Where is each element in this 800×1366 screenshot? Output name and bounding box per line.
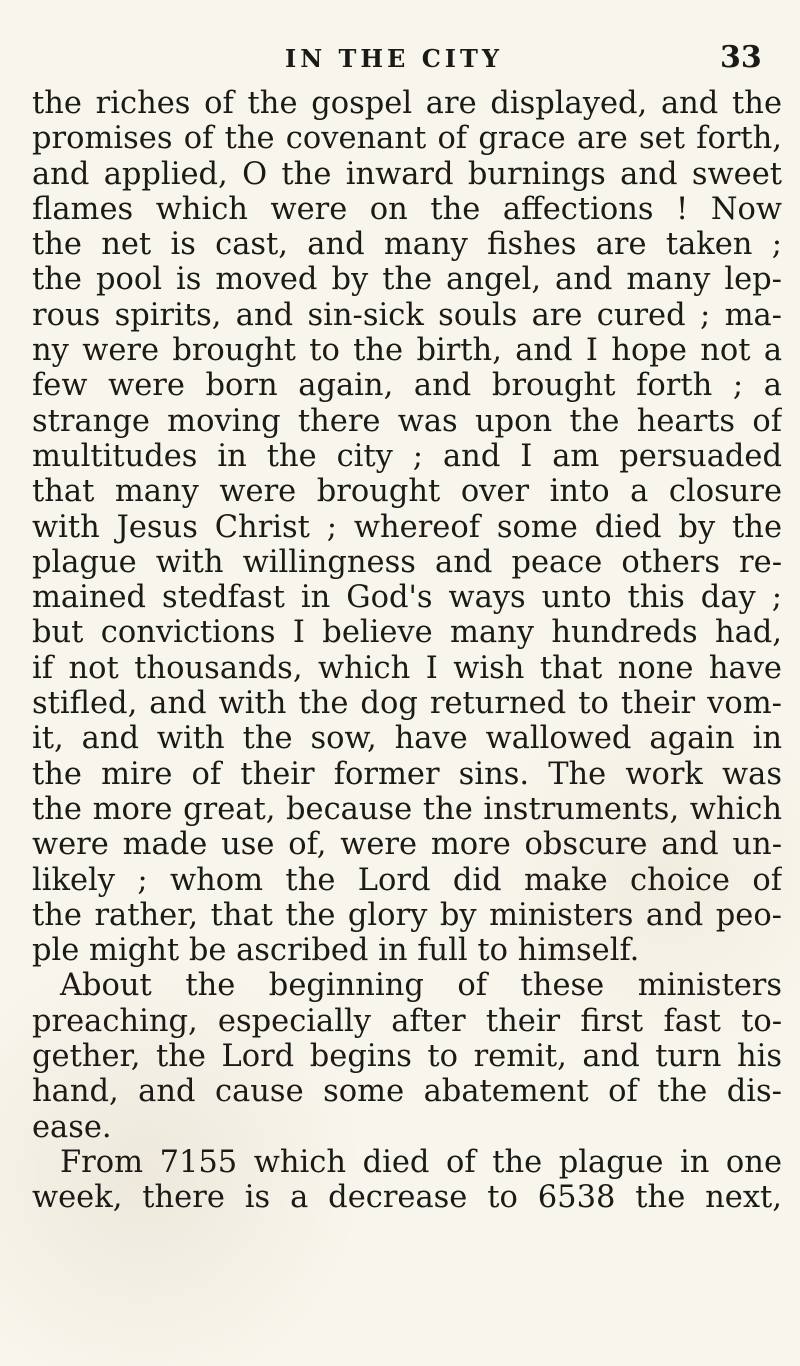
paragraph-start-line: About the beginning of these ministers xyxy=(60,968,782,1004)
text-line: few were born again, and brought forth ; a xyxy=(32,368,782,404)
text-line: gether, the Lord begins to remit, and turn his xyxy=(32,1039,782,1075)
paragraph-start-line: From 7155 which died of the plague in one xyxy=(60,1144,782,1180)
text-line: the rather, that the glory by ministers and peo- xyxy=(32,897,782,933)
text-line: preaching, especially after their first fast to- xyxy=(32,1003,782,1039)
text-line: multitudes in the city ; and I am persuaded xyxy=(32,438,782,474)
text-line: the riches of the gospel are displayed, and the xyxy=(32,86,782,121)
body-text xyxy=(32,86,782,1216)
text-line: it, and with the sow, have wallowed again in xyxy=(32,721,782,757)
text-line: ease. xyxy=(32,1109,112,1145)
running-head: IN THE CITY xyxy=(285,44,504,73)
text-line: ple might be ascribed in full to himself. xyxy=(32,933,640,969)
text-line: week, there is a decrease to 6538 the next, xyxy=(32,1180,782,1216)
text-line: plague with willingness and peace others re- xyxy=(32,544,782,580)
page-number: 33 xyxy=(720,40,762,75)
text-line: likely ; whom the Lord did make choice of xyxy=(32,862,782,898)
text-line: hand, and cause some abatement of the dis- xyxy=(32,1074,782,1110)
text-line: mained stedfast in God's ways unto this day ; xyxy=(32,580,782,616)
text-line: the more great, because the instruments, which xyxy=(32,791,782,827)
text-line: stifled, and with the dog returned to their vom- xyxy=(32,686,782,722)
text-line: and applied, O the inward burnings and sweet xyxy=(32,156,782,192)
text-line: ny were brought to the birth, and I hope not a xyxy=(32,333,782,369)
text-line: but convictions I believe many hundreds had, xyxy=(32,615,782,651)
text-line: the pool is moved by the angel, and many lep- xyxy=(32,262,782,298)
text-line: the net is cast, and many fishes are taken ; xyxy=(32,227,782,263)
text-line: rous spirits, and sin-sick souls are cured ; ma- xyxy=(32,297,782,333)
text-line: flames which were on the affections ! Now xyxy=(32,191,782,227)
text-line: promises of the covenant of grace are set forth, xyxy=(32,121,782,157)
text-line: that many were brought over into a closure xyxy=(32,474,782,510)
text-line: if not thousands, which I wish that none have xyxy=(32,650,782,686)
text-line: the mire of their former sins. The work was xyxy=(32,756,782,792)
text-line: with Jesus Christ ; whereof some died by the xyxy=(32,509,782,545)
text-line: were made use of, were more obscure and un- xyxy=(32,827,782,863)
text-line: strange moving there was upon the hearts of xyxy=(32,403,782,439)
